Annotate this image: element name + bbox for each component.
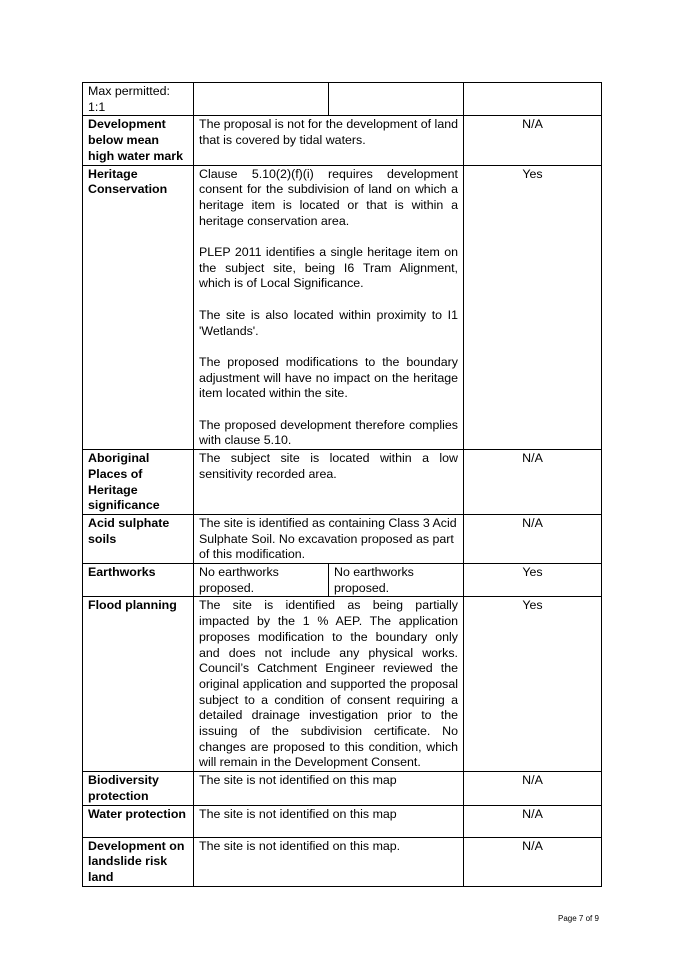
proposal-cell: The site is not identified on this map. — [194, 837, 464, 886]
table-row — [83, 597, 602, 772]
proposed-cell: No earthworks proposed. — [329, 564, 464, 597]
original-cell — [194, 83, 329, 116]
table-row — [83, 564, 602, 597]
proposal-cell — [194, 165, 464, 450]
table-row — [83, 514, 602, 563]
proposal-cell: The site is not identified on this map — [194, 805, 464, 837]
table-row — [83, 83, 602, 116]
compliance-cell: N/A — [464, 450, 602, 515]
proposal-paragraph: The proposed development therefore complies with clause 5.10. — [199, 417, 458, 448]
proposal-paragraph: PLEP 2011 identifies a single heritage item on the subject site, being I6 Tram Alignment, which is of Local Significance. — [199, 245, 458, 291]
proposal-cell: The site is identified as being partially impacted by the 1 % AEP. The application proposes modification to the boundary only and does not include any physical works. Council’s Catchment Engineer reviewed the original application and supported the proposal subject to a condition of consent requiring a detailed drainage investigation prior to the issuing of the subdivision certificate. No changes are proposed to this condition, which will remain in the Development Consent. — [194, 597, 464, 772]
compliance-cell: N/A — [464, 837, 602, 886]
proposal-paragraph: The proposed modifications to the boundary adjustment will have no impact on the heritage item located within the site. — [199, 354, 458, 401]
table-row — [83, 165, 602, 450]
control-cell: Development on landslide risk land — [83, 837, 194, 886]
proposal-paragraph: Clause 5.10(2)(f)(i) requires development consent for the subdivision of land on which a heritage item is located or that is within a heritage conservation area. — [199, 166, 458, 228]
table-row — [83, 805, 602, 837]
compliance-cell — [464, 83, 602, 116]
control-cell: Aboriginal Places of Heritage significance — [83, 450, 194, 515]
proposed-cell — [329, 83, 464, 116]
control-cell: Development below mean high water mark — [83, 116, 194, 165]
table-row — [83, 450, 602, 515]
compliance-cell: Yes — [464, 597, 602, 772]
proposal-cell: The subject site is located within a low sensitivity recorded area. — [194, 450, 464, 515]
compliance-cell: N/A — [464, 772, 602, 805]
compliance-table — [82, 82, 602, 887]
proposal-cell: The site is not identified on this map — [194, 772, 464, 805]
control-cell: Flood planning — [83, 597, 194, 772]
compliance-cell: Yes — [464, 564, 602, 597]
compliance-cell: N/A — [464, 514, 602, 563]
control-cell: Heritage Conservation — [83, 165, 194, 450]
control-cell: Water protection — [83, 805, 194, 837]
table-row — [83, 116, 602, 165]
compliance-cell: Yes — [464, 165, 602, 450]
control-cell: Max permitted: 1:1 — [83, 83, 194, 116]
proposal-cell: The site is identified as containing Class 3 Acid Sulphate Soil. No excavation proposed as part of this modification. — [194, 514, 464, 563]
control-cell: Acid sulphate soils — [83, 514, 194, 563]
compliance-cell: N/A — [464, 116, 602, 165]
proposal-paragraph: The site is also located within proximity to I1 'Wetlands'. — [199, 307, 458, 338]
control-cell: Biodiversity protection — [83, 772, 194, 805]
table-row — [83, 772, 602, 805]
compliance-cell: N/A — [464, 805, 602, 837]
proposal-cell: The proposal is not for the development of land that is covered by tidal waters. — [194, 116, 464, 165]
table-row — [83, 837, 602, 886]
page-number: Page 7 of 9 — [558, 914, 599, 923]
control-cell: Earthworks — [83, 564, 194, 597]
original-cell: No earthworks proposed. — [194, 564, 329, 597]
